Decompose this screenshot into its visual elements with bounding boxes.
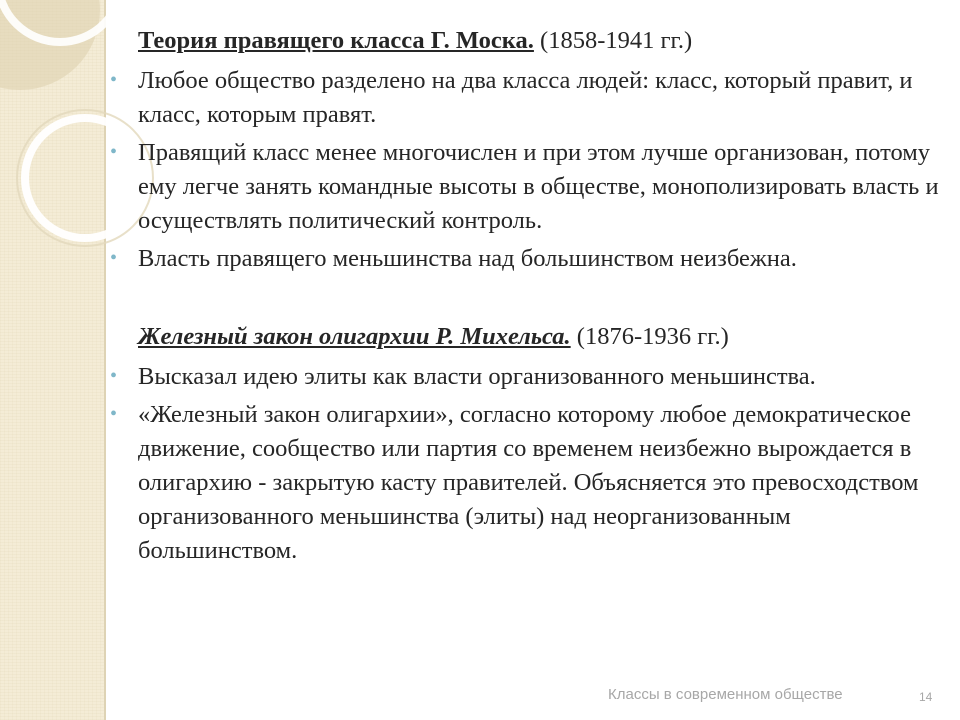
- bullet-marker: •: [110, 365, 118, 387]
- heading-years: (1876-1936 гг.): [570, 323, 729, 350]
- heading-title: Теория правящего класса Г. Моска.: [138, 27, 534, 54]
- list-item: [108, 64, 948, 132]
- footer-title: Классы в современном обществе: [608, 686, 843, 703]
- list-item: [108, 360, 948, 394]
- list-item: [108, 136, 948, 238]
- list-item-text: Любое общество разделено на два класса людей: класс, который правит, и класс, которым правят.: [138, 67, 913, 128]
- section-spacer: [108, 280, 948, 320]
- list-item: [108, 242, 948, 276]
- bullet-marker: •: [110, 69, 118, 91]
- bullet-list-michels: [108, 360, 948, 568]
- section-heading-mosca: [138, 24, 948, 58]
- slide-content: [108, 24, 948, 572]
- page-number: 14: [919, 690, 933, 704]
- list-item-text: «Железный закон олигархии», согласно которому любое демократическое движение, сообщество или партия со временем неизбежно вырождается в олигархию - закрытую касту правителей. Объясняется это превосходством организованного меньшинства (элиты) над неорганизованным большинством.: [138, 401, 919, 564]
- list-item-text: Правящий класс менее многочислен и при этом лучше организован, потому ему легче занять командные высоты в обществе, монополизировать власть и осуществлять политический контроль.: [138, 139, 939, 234]
- section-heading-michels: [138, 320, 948, 354]
- heading-years: (1858-1941 гг.): [533, 27, 693, 54]
- bullet-marker: •: [110, 141, 118, 163]
- list-item-text: Власть правящего меньшинства над большинством неизбежна.: [138, 245, 797, 272]
- bullet-list-mosca: [108, 64, 948, 276]
- list-item-text: Высказал идею элиты как власти организованного меньшинства.: [138, 363, 816, 390]
- bullet-marker: •: [110, 247, 118, 269]
- bullet-marker: •: [110, 403, 118, 425]
- heading-title: Железный закон олигархии Р. Михельса.: [138, 323, 571, 350]
- list-item: [108, 398, 948, 568]
